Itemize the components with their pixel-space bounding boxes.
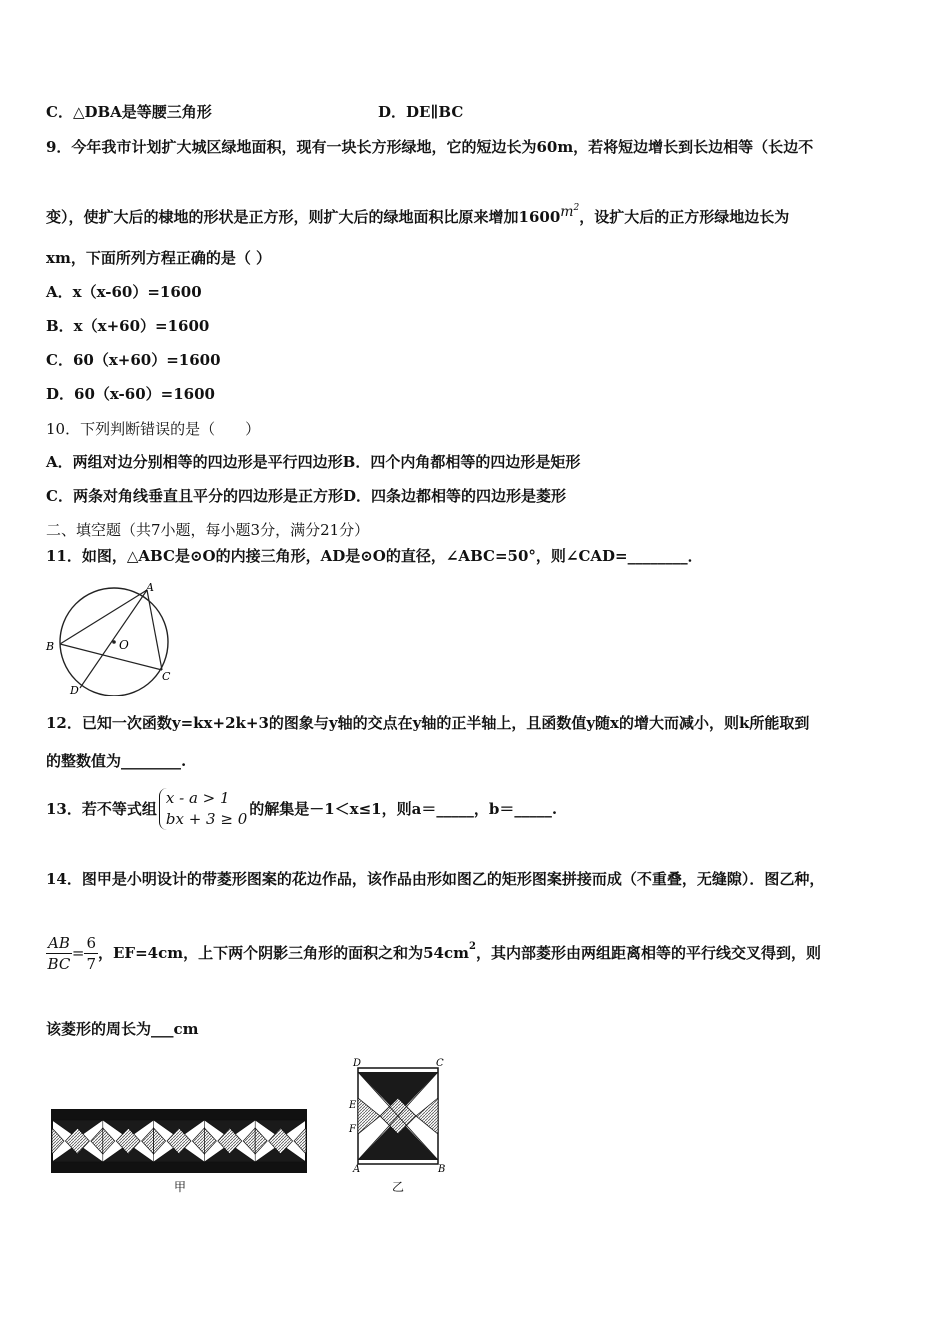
label-f: F bbox=[349, 1124, 356, 1135]
q9-option-b: B．x（x+60）=1600 bbox=[46, 317, 210, 335]
q9-unit-sup: 2 bbox=[573, 203, 580, 213]
q14-stem-line2 bbox=[46, 930, 821, 975]
q14-stem-line1: 14．图甲是小明设计的带菱形图案的花边作品，该作品由形如图乙的矩形图案拼接而成（不重叠，无缝隙）．图乙种， bbox=[46, 870, 825, 888]
label-a: A bbox=[146, 582, 154, 594]
label-o: O bbox=[119, 638, 129, 652]
q14-frac-den: BC bbox=[47, 954, 71, 973]
q9-unit bbox=[560, 204, 579, 220]
q14-stem-line2b: ，其内部菱形由两组距离相等的平行线交叉得到，则 bbox=[475, 944, 821, 962]
q10-stem: 10．下列判断错误的是（ ） bbox=[46, 420, 261, 438]
q9-unit-m: m bbox=[560, 204, 574, 220]
strip-top-band bbox=[52, 1110, 306, 1120]
q8-option-c: C．△DBA是等腰三角形 bbox=[46, 103, 212, 121]
q13-inequality-system bbox=[159, 788, 247, 830]
q11-stem: 11．如图，△ABC是⊙O的内接三角形，AD是⊙O的直径，∠ABC=50°，则∠CAD=________． bbox=[46, 547, 703, 565]
diameter-ad bbox=[80, 590, 147, 688]
label-b: B bbox=[438, 1164, 446, 1174]
label-e: E bbox=[349, 1100, 357, 1111]
q9-option-c: C．60（x+60）=1600 bbox=[46, 351, 221, 369]
q9-stem-line2b: ，设扩大后的正方形绿地边长为 bbox=[579, 208, 790, 226]
q9-option-a: A．x（x-60）=1600 bbox=[46, 283, 202, 301]
q14-figure-jia bbox=[50, 1108, 310, 1176]
q13-inequality-2: bx + 3 ≥ 0 bbox=[165, 810, 248, 828]
label-d: D bbox=[353, 1058, 362, 1069]
q9-stem-line3: xm，下面所列方程正确的是（ ） bbox=[46, 249, 272, 267]
label-c: C bbox=[436, 1058, 444, 1069]
label-c: C bbox=[162, 670, 171, 683]
q14-stem-line2a: ，EF=4cm，上下两个阴影三角形的面积之和为54cm bbox=[97, 944, 469, 962]
q14-equals: = bbox=[71, 944, 85, 962]
q14-figure-yi bbox=[344, 1058, 450, 1174]
q8-option-d: D．DE∥BC bbox=[378, 103, 464, 121]
label-d: D bbox=[70, 684, 79, 696]
label-b: B bbox=[46, 640, 55, 653]
q9-stem-line2a: 变），使扩大后的棣地的形状是正方形，则扩大后的绿地面积比原来增加1600 bbox=[46, 208, 561, 226]
q14-sup: 2 bbox=[468, 941, 476, 952]
q14-frac-num: AB bbox=[48, 933, 70, 952]
section-fill-in-heading: 二、填空题（共7小题，每小题3分，满分21分） bbox=[46, 521, 370, 539]
q14-ratio-fraction bbox=[46, 933, 72, 974]
q14-val-den: 7 bbox=[86, 954, 96, 973]
q13-prefix: 13．若不等式组 bbox=[46, 800, 157, 818]
q14-stem-line3: 该菱形的周长为___cm bbox=[46, 1020, 199, 1038]
q12-stem-line2: 的整数值为________. bbox=[46, 752, 187, 770]
q13-suffix: 的解集是－1＜x≤1，则a＝_____，b＝_____. bbox=[249, 800, 558, 818]
segment-bc bbox=[60, 644, 162, 670]
q9-stem-line1: 9．今年我市计划扩大城区绿地面积，现有一块长方形绿地，它的短边长为60m，若将短边增长到长边相等（长边不 bbox=[46, 138, 814, 156]
q13-inequality-1: x - a > 1 bbox=[165, 789, 230, 807]
q13-stem bbox=[46, 786, 557, 831]
q9-stem-line2 bbox=[46, 198, 789, 227]
segment-ac bbox=[147, 590, 162, 670]
center-point-o bbox=[112, 640, 116, 644]
q14-value-fraction bbox=[84, 933, 98, 974]
q10-options-ab: A．两组对边分别相等的四边形是平行四边形B．四个内角都相等的四边形是矩形 bbox=[46, 453, 581, 471]
q9-option-d: D．60（x-60）=1600 bbox=[46, 385, 215, 403]
label-a: A bbox=[353, 1164, 361, 1174]
q14-val-num: 6 bbox=[86, 933, 96, 952]
q12-stem-line1: 12．已知一次函数y=kx+2k+3的图象与y轴的交点在y轴的正半轴上，且函数值y随x的增大而减小，则k所能取到 bbox=[46, 714, 810, 732]
q10-options-cd: C．两条对角线垂直且平分的四边形是正方形D．四条边都相等的四边形是菱形 bbox=[46, 487, 566, 505]
caption-jia: 甲 bbox=[174, 1180, 187, 1194]
segment-ab bbox=[60, 590, 147, 644]
strip-bottom-band bbox=[52, 1162, 306, 1172]
q11-circle-figure bbox=[44, 582, 176, 696]
caption-yi: 乙 bbox=[392, 1180, 405, 1194]
